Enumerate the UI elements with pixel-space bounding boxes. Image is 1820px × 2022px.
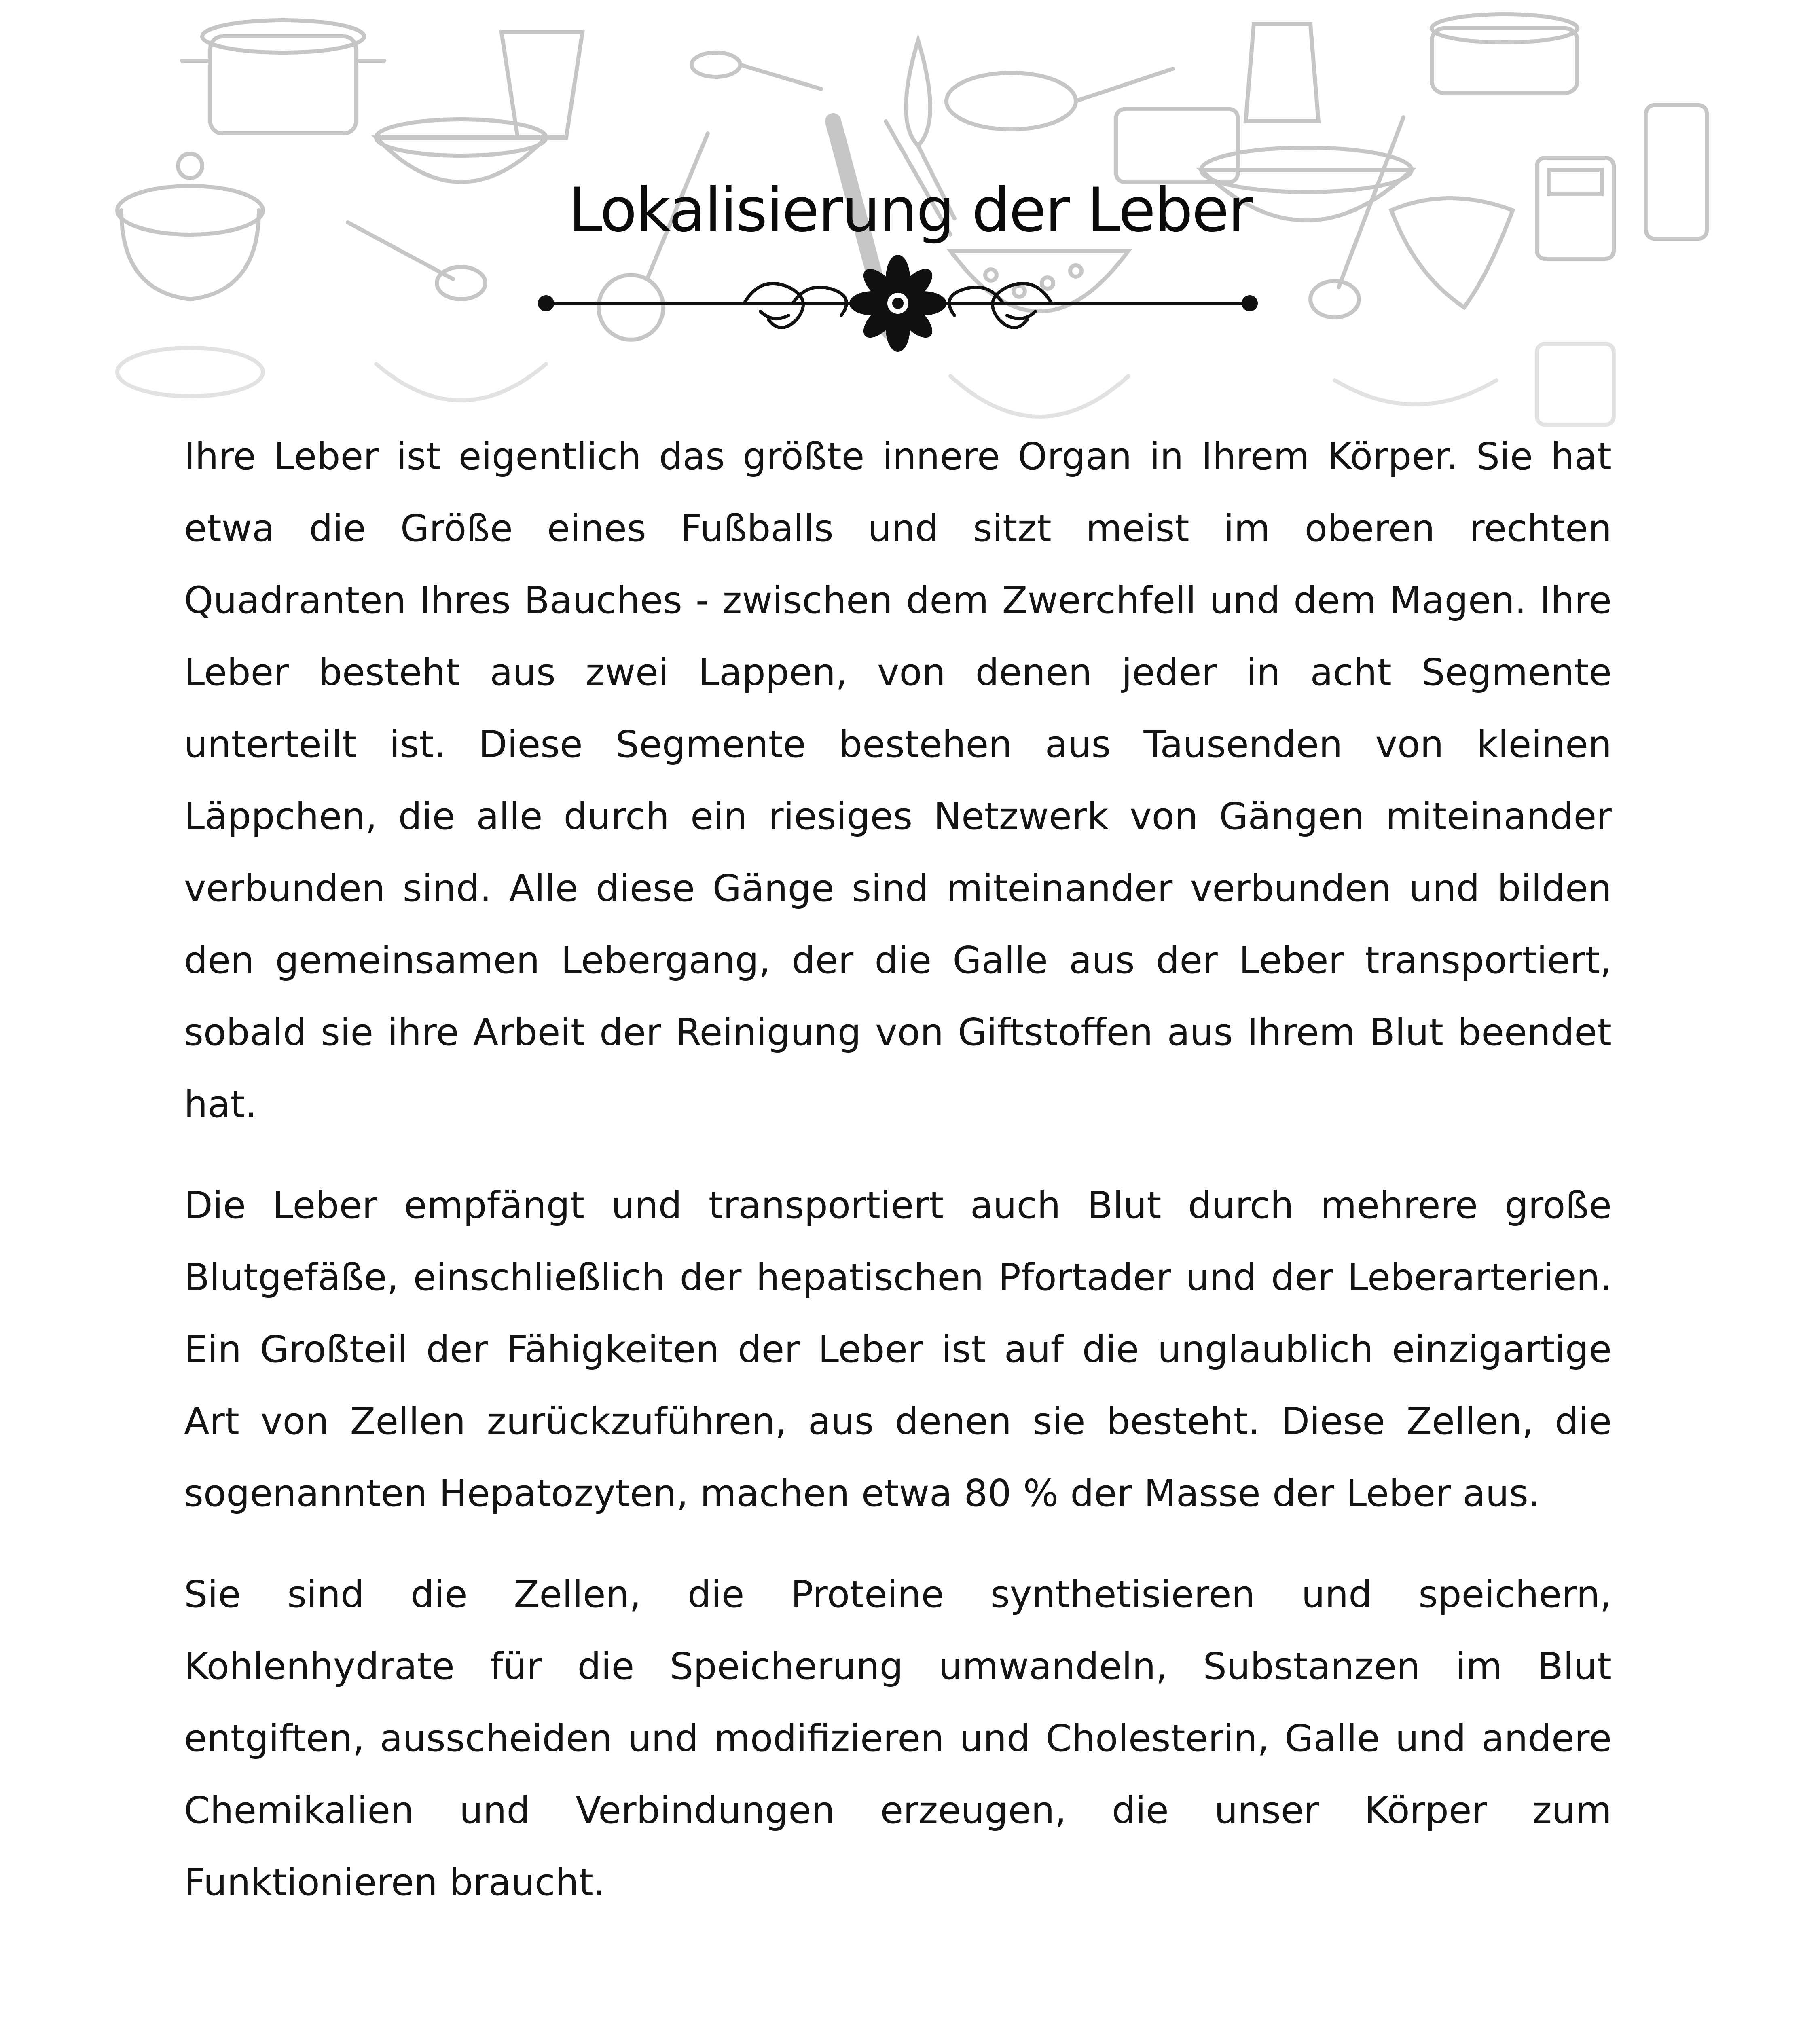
paragraph-3: Sie sind die Zellen, die Proteine synthetisieren und speichern, Kohlenhydrate für die Speicherung umwandeln, Substanzen im Blut entgiften, ausscheiden und modifizieren und Cholesterin, Galle und andere Chemikalien und Verbindungen erzeugen, die unser Körper zum Funktionieren braucht.: [184, 1573, 1612, 1904]
paragraph-2: Die Leber empfängt und transportiert auch Blut durch mehrere große Blutgefäße, einschließlich der hepatischen Pfortader und der Leberarterien. Ein Großteil der Fähigkeiten der Leber ist auf die unglaublich einzigartige Art von Zellen zurückzuführen, aus denen sie besteht. Diese Zellen, die sogenannten Hepatozyten, machen etwa 80 % der Masse der Leber aus.: [184, 1184, 1612, 1515]
flower-flourish-divider-icon: [534, 255, 1262, 352]
paragraph-1: Ihre Leber ist eigentlich das größte innere Organ in Ihrem Körper. Sie hat etwa die Größe eines Fußballs und sitzt meist im oberen rechten Quadranten Ihres Bauches - zwischen dem Zwerchfell und dem Magen. Ihre Leber besteht aus zwei Lappen, von denen jeder in acht Segmente unterteilt ist. Diese Segmente bestehen aus Tausenden von kleinen Läppchen, die alle durch ein riesiges Netzwerk von Gängen miteinander verbunden sind. Alle diese Gänge sind miteinander verbunden und bilden den gemeinsamen Lebergang, der die Galle aus der Leber transportiert, sobald sie ihre Arbeit der Reinigung von Giftstoffen aus Ihrem Blut beendet hat.: [184, 435, 1612, 1126]
body-text: [184, 421, 1612, 1948]
page-title: Lokalisierung der Leber: [568, 175, 1252, 245]
